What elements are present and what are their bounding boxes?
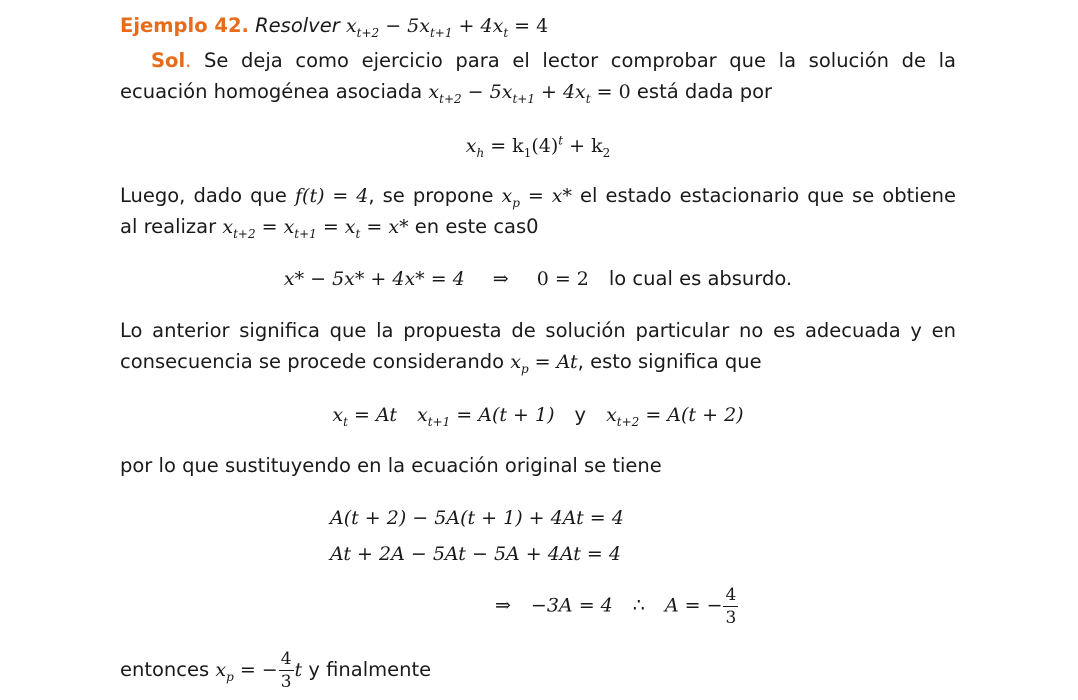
example-equation: $x_{t+2} - 5x_{t+1} + 4x_t = 4$ — [345, 15, 549, 40]
solution-label: Sol — [151, 49, 186, 72]
example-instruction: Resolver — [255, 14, 340, 37]
paragraph-3-line-1: Lo anterior significa que la propuesta de solución particular no es adecuada y en — [120, 319, 956, 342]
paragraph-4: por lo que sustituyendo en la ecuación original se tiene — [120, 454, 662, 477]
derivation-row-2: At + 2A − 5At − 5A + 4At = 4 — [330, 543, 621, 565]
paragraph-5: entonces $x_p$ = − $\frac{4}{3}$ t y finalmente — [120, 649, 432, 692]
solution-text-1: Se deja como ejercicio para el lector comprobar que la solución de la — [203, 49, 956, 72]
fraction-four-thirds-inline: $\frac{4}{3}$ — [280, 649, 292, 692]
derivation-row-3: ⇒ −3A = 4 ∴ A = − $\frac{4}{3}$ — [495, 585, 737, 628]
example-heading — [120, 10, 956, 42]
paragraph-3-line-2: consecuencia se procede considerando $x_p = At$, esto significa que — [120, 350, 762, 376]
fraction-four-thirds: $\frac{4}{3}$ — [725, 585, 737, 628]
homogeneous-solution-equation: $x_h = k_1(4)^t + k_2$ — [465, 133, 611, 160]
derivation-row-1: A(t + 2) − 5A(t + 1) + 4At = 4 — [330, 507, 624, 529]
solution-line-2: ecuación homogénea asociada $x_{t+2} - 5x_{t+1} + 4x_t = 0$ está dada por — [120, 80, 773, 106]
solution-line-1: Sol. Se deja como ejercicio para el lector comprobar que la solución de la — [151, 49, 956, 72]
paragraph-2-line-1: Luego, dado que f(t) = 4, se propone $x_p = x*$ el estado estacionario que se obtiene — [120, 184, 957, 210]
substitution-equations: $x_t = At$ $x_{t+1} = A(t + 1)$ y $x_{t+2} = A(t + 2)$ — [332, 403, 744, 429]
homogeneous-equation: $x_{t+2} - 5x_{t+1} + 4x_t = 0$ — [428, 81, 631, 106]
absurd-equation: x* − 5x* + 4x* = 4 ⇒ 0 = 2 lo cual es absurdo. — [283, 267, 793, 290]
example-label: Ejemplo 42. — [120, 14, 249, 37]
paragraph-2-line-2: al realizar $x_{t+2} = x_{t+1} = x_t = x*$ en este cas0 — [120, 215, 539, 241]
